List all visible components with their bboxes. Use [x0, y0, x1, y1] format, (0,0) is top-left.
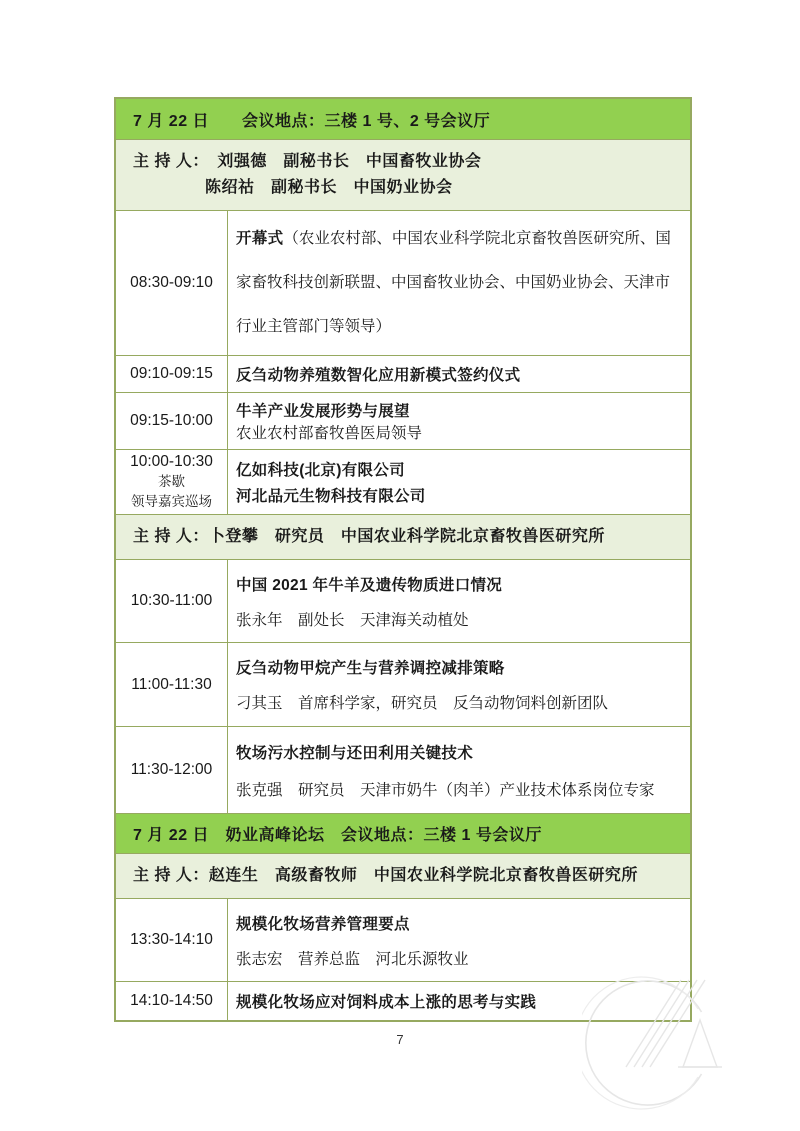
section-header-morning — [116, 99, 690, 139]
session-row-signing — [116, 355, 690, 392]
time-note-tea: 茶歇 — [158, 474, 185, 489]
host-line: 主 持 人：卜登攀 研究员 中国农业科学院北京畜牧兽医研究所 — [133, 528, 605, 545]
session-speaker: 张永年 副处长 天津海关动植处 — [236, 611, 469, 629]
section-header-text: 7 月 22 日 会议地点：三楼 1 号、2 号会议厅 — [133, 112, 491, 130]
session-title: 开幕式 — [236, 230, 284, 247]
host-line: 主 持 人： 刘强德 副秘书长 中国畜牧业协会 — [133, 153, 482, 170]
session-title: 反刍动物养殖数智化应用新模式签约仪式 — [236, 367, 521, 384]
time-range: 08:30-09:10 — [130, 274, 213, 291]
sponsor-company-2: 河北品元生物科技有限公司 — [236, 488, 426, 505]
session-row-opening — [116, 210, 690, 355]
agenda-table — [114, 97, 692, 1022]
time-range: 09:10-09:15 — [130, 365, 213, 382]
session-title: 中国 2021 年牛羊及遗传物质进口情况 — [236, 576, 503, 594]
session-speaker: 刁其玉 首席科学家，研究员 反刍动物饲料创新团队 — [236, 695, 609, 713]
time-cell — [116, 982, 227, 1020]
session-row-import — [116, 559, 690, 642]
session-content — [227, 356, 690, 392]
session-row-sewage — [116, 726, 690, 813]
time-range: 13:30-14:10 — [130, 931, 213, 948]
time-cell — [116, 450, 227, 514]
time-cell — [116, 356, 227, 392]
host-row-2 — [116, 514, 690, 559]
session-title: 反刍动物甲烷产生与营养调控减排策略 — [236, 659, 505, 677]
host-line: 主 持 人：赵连生 高级畜牧师 中国农业科学院北京畜牧兽医研究所 — [133, 867, 638, 884]
time-range: 11:30-12:00 — [130, 761, 213, 778]
host-line: 陈绍祜 副秘书长 中国奶业协会 — [205, 179, 453, 196]
time-range: 09:15-10:00 — [130, 412, 213, 429]
time-range: 10:00-10:30 — [130, 453, 213, 470]
section-header-dairy-forum — [116, 813, 690, 853]
time-cell — [116, 727, 227, 813]
session-content — [227, 211, 690, 355]
session-title: 规模化牧场应对饲料成本上涨的思考与实践 — [236, 994, 537, 1011]
time-range: 14:10-14:50 — [130, 992, 213, 1009]
time-note-tour: 领导嘉宾巡场 — [131, 494, 212, 509]
time-cell — [116, 211, 227, 355]
time-range: 11:00-11:30 — [131, 675, 212, 693]
page-number: 7 — [396, 1032, 404, 1047]
time-cell — [116, 899, 227, 981]
session-content — [227, 560, 690, 642]
session-title: 牧场污水控制与还田利用关键技术 — [236, 744, 474, 762]
session-speaker: 张志宏 营养总监 河北乐源牧业 — [236, 950, 469, 968]
session-row-methane — [116, 642, 690, 726]
session-content — [227, 393, 690, 449]
session-speaker: 农业农村部畜牧兽医局领导 — [236, 425, 423, 442]
time-cell — [116, 643, 227, 726]
time-cell — [116, 560, 227, 642]
sponsor-company-1: 亿如科技(北京)有限公司 — [236, 462, 405, 479]
session-content — [227, 450, 690, 514]
section-header-text: 7 月 22 日 奶业高峰论坛 会议地点：三楼 1 号会议厅 — [133, 827, 542, 844]
time-cell — [116, 393, 227, 449]
host-row-1 — [116, 139, 690, 210]
session-text — [236, 217, 682, 349]
session-content — [227, 727, 690, 813]
host-row-3 — [116, 853, 690, 898]
session-speaker: 张克强 研究员 天津市奶牛（肉羊）产业技术体系岗位专家 — [236, 781, 655, 799]
session-content — [227, 643, 690, 726]
time-range: 10:30-11:00 — [130, 592, 213, 609]
session-detail: （农业农村部、中国农业科学院北京畜牧兽医研究所、国家畜牧科技创新联盟、中国畜牧业协会、中国奶业协会、天津市行业主管部门等领导） — [236, 230, 671, 335]
session-title: 牛羊产业发展形势与展望 — [236, 403, 410, 420]
session-row-outlook — [116, 392, 690, 449]
session-title: 规模化牧场营养管理要点 — [236, 915, 410, 933]
session-row-tea-break — [116, 449, 690, 514]
